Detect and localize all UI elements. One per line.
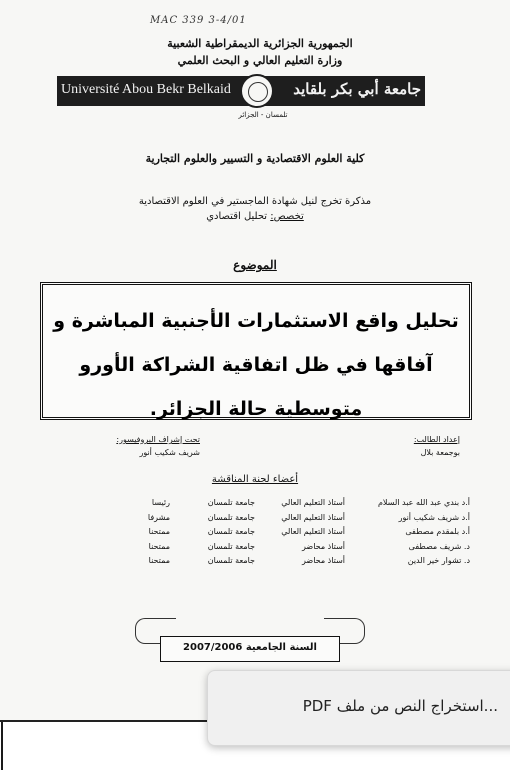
student-name: بوجمعة بلال [420, 448, 460, 457]
supervisor-name: شريف شكيب أنور [139, 448, 200, 457]
member-university: جامعة تلمسان [207, 527, 255, 536]
member-role: ممتحنا [148, 556, 170, 565]
member-university: جامعة تلمسان [207, 556, 255, 565]
extraction-status-toast[interactable] [207, 670, 510, 746]
committee-row [40, 527, 470, 542]
member-name: د. شريف مصطفى [408, 542, 470, 551]
committee-row [40, 542, 470, 557]
member-grade: أستاذ محاضر [302, 542, 345, 551]
member-name: أ.د بلمقدم مصطفى [405, 527, 470, 536]
faculty-name: كلية العلوم الاقتصادية و التسيير والعلوم التجارية [145, 152, 365, 165]
specialization [70, 211, 440, 222]
member-university: جامعة تلمسان [207, 513, 255, 522]
member-grade: أستاذ التعليم العالي [281, 498, 345, 507]
committee-title: أعضاء لجنة المناقشة [211, 474, 299, 485]
academic-year: السنة الجامعية 2007/2006 [183, 642, 317, 653]
university-seal-icon [240, 74, 274, 108]
committee-row [40, 498, 470, 513]
university-name-ar: جامعة أبي بكر بلقايد [293, 80, 421, 98]
academic-year-box [160, 636, 340, 662]
member-grade: أستاذ محاضر [302, 556, 345, 565]
memo-line: مذكرة تخرج لنيل شهادة الماجستير في العلوم الاقتصادية [138, 196, 372, 207]
member-name: أ.د شريف شكيب أنور [398, 513, 470, 522]
member-name: أ.د بندي عبد الله عبد السلام [377, 498, 470, 507]
seal-caption: تلمسان - الجزائر [238, 111, 288, 119]
thesis-title-box [40, 282, 472, 420]
thesis-title: تحليل واقع الاستثمارات الأجنبية المباشرة و آفاقها في ظل اتفاقية الشراكة الأورو متوسطية حالة الجزائر. [53, 310, 459, 420]
member-role: مشرفا [147, 513, 170, 522]
ministry-header: وزارة التعليم العالي و البحث العلمي [177, 54, 343, 67]
specialization-value: تحليل اقتصادي [206, 211, 268, 222]
member-role: رئيسا [151, 498, 170, 507]
member-role: ممتحنا [148, 542, 170, 551]
specialization-label: تخصص: [270, 211, 304, 222]
university-name-fr: Université Abou Bekr Belkaid [61, 82, 231, 97]
republic-header: الجمهورية الجزائرية الديمقراطية الشعبية [167, 37, 353, 50]
handwritten-note: MAC 339 3-4/01 [150, 15, 247, 26]
supervisor-label: تحت إشراف البروفيسور: [116, 435, 200, 444]
student-label: إعداد الطالب: [413, 435, 460, 444]
committee-row [40, 513, 470, 528]
member-grade: أستاذ التعليم العالي [281, 527, 345, 536]
subject-label: الموضوع [233, 258, 277, 272]
member-university: جامعة تلمسان [207, 498, 255, 507]
member-role: ممتحنا [148, 527, 170, 536]
toast-message: ...استخراج النص من ملف PDF [302, 697, 498, 715]
committee-row [40, 556, 470, 571]
member-university: جامعة تلمسان [207, 542, 255, 551]
member-name: د. تشوار خير الدين [407, 556, 470, 565]
member-grade: أستاذ التعليم العالي [281, 513, 345, 522]
